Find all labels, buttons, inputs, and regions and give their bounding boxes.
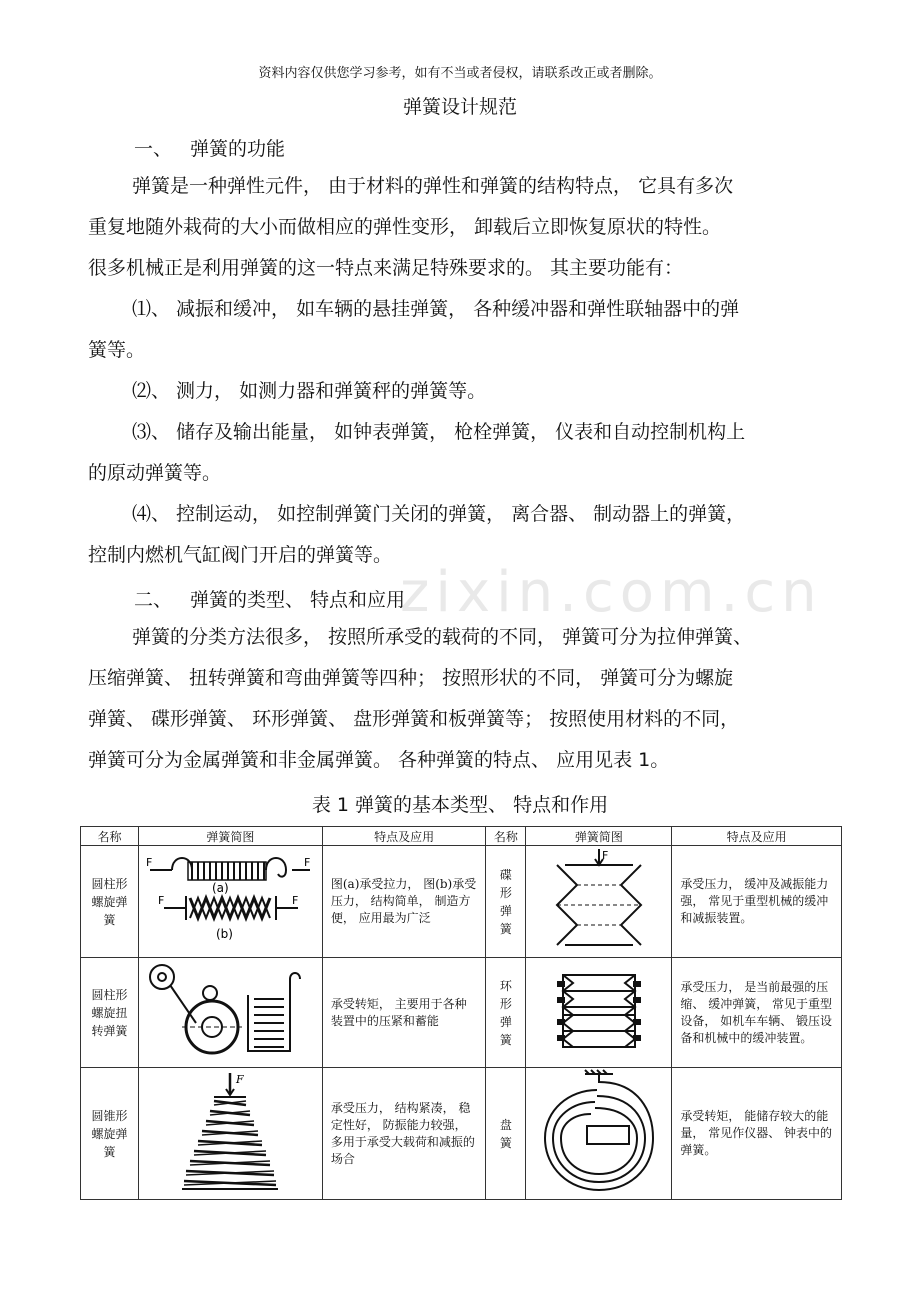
row1-name-2: 碟形弹簧 <box>486 846 526 958</box>
table-row <box>81 846 842 958</box>
spiral-spring-icon <box>529 1068 669 1196</box>
cylindrical-spring-diagram <box>138 846 322 958</box>
row3-name: 圆锥形螺旋弹簧 <box>81 1068 139 1200</box>
force-label-b-left: F <box>158 894 165 907</box>
section1-number: 一、 <box>134 138 173 160</box>
label-a: (a) <box>212 881 230 895</box>
section2-heading-text: 弹簧的类型、 特点和应用 <box>190 589 406 611</box>
ring-spring-icon <box>529 959 669 1063</box>
row2-name-2: 环形弹簧 <box>486 958 526 1068</box>
header-diagram: 弹簧简图 <box>138 827 322 846</box>
section2-number: 二、 <box>134 589 173 611</box>
force-label-a-left: F <box>146 856 153 869</box>
table-header-row <box>81 827 842 846</box>
section2-line1: 弹簧的分类方法很多， 按照所承受的载荷的不同， 弹簧可分为拉伸弹簧、 <box>132 626 753 648</box>
function-item-1: ⑴、 减振和缓冲， 如车辆的悬挂弹簧， 各种缓冲器和弹性联轴器中的弹 <box>132 298 740 320</box>
header-features-2: 特点及应用 <box>672 827 842 846</box>
label-b: (b) <box>216 927 234 941</box>
row1-desc-2: 承受压力， 缓冲及减振能力强， 常见于重型机械的缓冲和减振装置。 <box>672 846 842 958</box>
coil-spring-diagram <box>526 1068 672 1200</box>
force-label-b-right: F <box>292 894 299 907</box>
function-item-3: ⑶、 储存及输出能量， 如钟表弹簧， 枪栓弹簧， 仪表和自动控制机构上 <box>132 421 746 443</box>
row3-desc-2: 承受转矩， 能储存较大的能量， 常见作仪器、 钟表中的弹簧。 <box>672 1068 842 1200</box>
extension-compression-spring-icon <box>142 848 318 952</box>
disc-spring-icon <box>529 847 669 953</box>
table-row <box>81 1068 842 1200</box>
header-features: 特点及应用 <box>322 827 486 846</box>
row2-name: 圆柱形螺旋扭转弹簧 <box>81 958 139 1068</box>
disc-force-label: F <box>601 849 609 862</box>
section2-heading <box>134 585 405 612</box>
function-item-2: ⑵、 测力， 如测力器和弹簧秤的弹簧等。 <box>132 380 487 402</box>
section2-line4: 弹簧可分为金属弹簧和非金属弹簧。 各种弹簧的特点、 应用见表 1。 <box>88 749 670 771</box>
function-item-3-cont: 的原动弹簧等。 <box>88 462 222 484</box>
row3-desc: 承受压力， 结构紧凑， 稳定性好， 防振能力较强， 多用于承受大载荷和减振的场合 <box>322 1068 486 1200</box>
torsion-spring-icon <box>142 959 318 1063</box>
disclaimer: 资料内容仅供您学习参考，如有不当或者侵权，请联系改正或者删除。 <box>258 66 662 81</box>
section1-heading-text: 弹簧的功能 <box>190 138 286 160</box>
row1-name: 圆柱形螺旋弹簧 <box>81 846 139 958</box>
conical-spring-icon <box>142 1069 318 1195</box>
section2-line3: 弹簧、 碟形弹簧、 环形弹簧、 盘形弹簧和板弹簧等； 按照使用材料的不同， <box>88 708 740 730</box>
force-label-a-right: F <box>304 856 311 869</box>
header-diagram-2: 弹簧简图 <box>526 827 672 846</box>
section2-line2: 压缩弹簧、 扭转弹簧和弯曲弹簧等四种； 按照形状的不同， 弹簧可分为螺旋 <box>88 667 734 689</box>
table-caption: 表 1 弹簧的基本类型、 特点和作用 <box>311 794 609 816</box>
row2-desc: 承受转矩， 主要用于各种装置中的压紧和蓄能 <box>322 958 486 1068</box>
section1-body <box>88 166 848 576</box>
spring-types-table <box>80 826 842 1200</box>
section1-intro-line1: 弹簧是一种弹性元件， 由于材料的弹性和弹簧的结构特点， 它具有多次 <box>132 175 734 197</box>
section1-intro-line3: 很多机械正是利用弹簧的这一特点来满足特殊要求的。 其主要功能有： <box>88 257 684 279</box>
row3-name-2: 盘簧 <box>486 1068 526 1200</box>
watermark: zixin.com.cn <box>400 560 823 625</box>
section1-intro-line2: 重复地随外栽荷的大小而做相应的弹性变形， 卸载后立即恢复原状的特性。 <box>88 216 722 238</box>
function-item-4: ⑷、 控制运动， 如控制弹簧门关闭的弹簧， 离合器、 制动器上的弹簧， <box>132 503 746 525</box>
table-row <box>81 958 842 1068</box>
header-name: 名称 <box>81 827 139 846</box>
conical-force-label: F <box>236 1073 245 1086</box>
ring-spring-diagram <box>526 958 672 1068</box>
torsion-spring-diagram <box>138 958 322 1068</box>
row2-desc-2: 承受压力， 是当前最强的压缩、 缓冲弹簧， 常见于重型设备， 如机车车辆、 锻压设备和机械中的缓冲装置。 <box>672 958 842 1068</box>
disc-spring-diagram <box>526 846 672 958</box>
function-item-1-cont: 簧等。 <box>88 339 146 361</box>
function-item-4-cont: 控制内燃机气缸阀门开启的弹簧等。 <box>88 544 393 566</box>
page-title: 弹簧设计规范 <box>402 96 517 118</box>
section1-heading <box>134 134 285 161</box>
header-name-2: 名称 <box>486 827 526 846</box>
row1-desc: 图(a)承受拉力， 图(b)承受压力， 结构简单， 制造方便， 应用最为广泛 <box>322 846 486 958</box>
section2-body <box>88 617 848 781</box>
conical-spring-diagram <box>138 1068 322 1200</box>
